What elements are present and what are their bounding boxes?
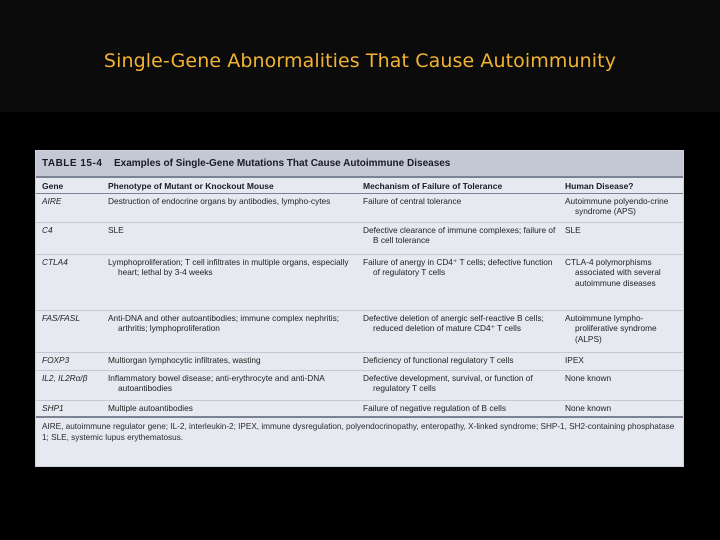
gene-cell: C4 bbox=[42, 225, 53, 235]
gene-cell: FAS/FASL bbox=[42, 313, 80, 323]
table-row bbox=[36, 223, 683, 255]
column-header-human-disease: Human Disease? bbox=[565, 180, 634, 191]
table-row bbox=[36, 371, 683, 401]
column-header-gene: Gene bbox=[42, 180, 64, 191]
gene-cell: CTLA4 bbox=[42, 257, 68, 267]
human-disease-cell: None known bbox=[565, 403, 612, 413]
mechanism-cell: Defective development, survival, or function of regulatory T cells bbox=[363, 373, 533, 394]
human-disease-cell: SLE bbox=[565, 225, 581, 235]
phenotype-cell: Multiple autoantibodies bbox=[108, 403, 193, 413]
mechanism-cell: Failure of anergy in CD4⁺ T cells; defective function of regulatory T cells bbox=[363, 257, 553, 278]
mechanism-cell: Defective deletion of anergic self-reactive B cells; reduced deletion of mature CD4⁺ T cells bbox=[363, 313, 544, 334]
gene-cell: SHP1 bbox=[42, 403, 64, 413]
phenotype-cell: Anti-DNA and other autoantibodies; immune complex nephritis; arthritis; lymphoproliferation bbox=[108, 313, 340, 334]
slide-title: Single-Gene Abnormalities That Cause Autoimmunity bbox=[103, 50, 617, 72]
table-header-row bbox=[36, 178, 683, 194]
human-disease-cell: None known bbox=[565, 373, 612, 383]
mechanism-cell: Defective clearance of immune complexes; failure of B cell tolerance bbox=[363, 225, 556, 246]
table-caption bbox=[36, 151, 683, 178]
human-disease-cell: CTLA-4 polymorphisms associated with several autoimmune diseases bbox=[565, 257, 661, 288]
phenotype-cell: Inflammatory bowel disease; anti-erythrocyte and anti-DNA autoantibodies bbox=[108, 373, 325, 394]
mechanism-cell: Failure of negative regulation of B cells bbox=[363, 403, 506, 413]
column-header-mechanism: Mechanism of Failure of Tolerance bbox=[363, 180, 503, 191]
gene-cell: FOXP3 bbox=[42, 355, 70, 365]
mechanism-cell: Failure of central tolerance bbox=[363, 196, 462, 206]
human-disease-cell: Autoimmune lympho-proliferative syndrome (ALPS) bbox=[565, 313, 657, 344]
phenotype-cell: Destruction of endocrine organs by antibodies, lympho-cytes bbox=[108, 196, 331, 206]
table-row bbox=[36, 353, 683, 371]
table-caption-text: Examples of Single-Gene Mutations That Cause Autoimmune Diseases bbox=[114, 158, 451, 169]
mechanism-cell: Deficiency of functional regulatory T cells bbox=[363, 355, 514, 365]
table-figure bbox=[35, 150, 684, 467]
gene-cell: AIRE bbox=[42, 196, 62, 206]
phenotype-cell: Multiorgan lymphocytic infiltrates, wasting bbox=[108, 355, 261, 365]
column-header-phenotype: Phenotype of Mutant or Knockout Mouse bbox=[108, 180, 274, 191]
table-row bbox=[36, 255, 683, 311]
human-disease-cell: Autoimmune polyendo-crine syndrome (APS) bbox=[565, 196, 669, 217]
human-disease-cell: IPEX bbox=[565, 355, 584, 365]
phenotype-cell: Lymphoproliferation; T cell infiltrates in multiple organs, especially heart; lethal by 3-4 weeks bbox=[108, 257, 349, 278]
table-footnote: AIRE, autoimmune regulator gene; IL-2, interleukin-2; IPEX, immune dysregulation, polyendocrinopathy, enteropathy, X-linked syndrome; SHP-1, SH2-containing phosphatase 1; SLE, systemic lupus erythematosus. bbox=[42, 422, 675, 442]
table-row bbox=[36, 194, 683, 223]
phenotype-cell: SLE bbox=[108, 225, 124, 235]
table-row bbox=[36, 311, 683, 353]
table-number: TABLE 15-4 bbox=[42, 158, 103, 169]
gene-cell: IL2, IL2Rα/β bbox=[42, 373, 88, 383]
table-row bbox=[36, 401, 683, 418]
